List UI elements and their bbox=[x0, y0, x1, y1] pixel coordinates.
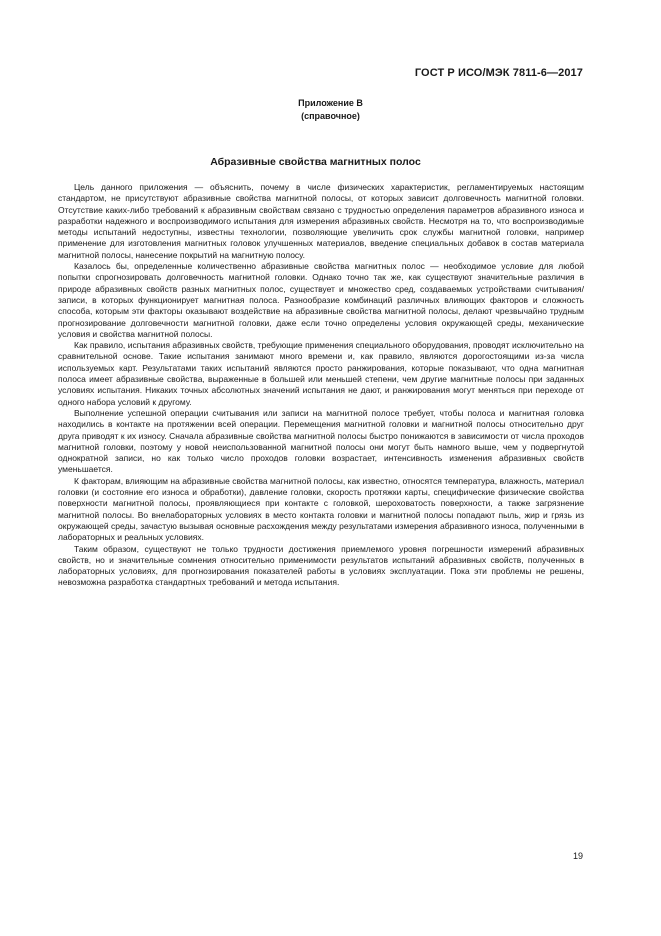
page-number: 19 bbox=[572, 851, 583, 861]
appendix-subtitle: (справочное) bbox=[301, 111, 360, 121]
paragraph: Казалось бы, определенные количественно абразивные свойства магнитных полос — необходимое условие для любой попытки спрогнозировать долговечность магнитной головки. Однако точно так же, как существуют значительные различия в природе абразивных свойств разных магнитных полос, существует и множество сред, создаваемых устройствами считывания/записи, в которых функционирует магнитная полоса. Разнообразие комбинаций различных влияющих факторов и сложность способа, которым эти факторы оказывают воздействие на абразивные свойства магнитной полосы, делают чрезвычайно трудным прогнозирование долговечности магнитной головки, даже если точно определены условия окружающей среды, механические условия и свойства магнитной полосы. bbox=[58, 261, 584, 339]
standard-code-header: ГОСТ Р ИСО/МЭК 7811-6—2017 bbox=[414, 67, 583, 79]
section-title: Абразивные свойства магнитных полос bbox=[210, 156, 421, 168]
paragraph: Как правило, испытания абразивных свойств, требующие применения специального оборудования, проводят исключительно на сравнительной основе. Такие испытания занимают много времени и, как правило, являются дорогостоящими из-за числа используемых карт. Результатами таких испытаний являются просто ранжирования, которые показывают, что одна магнитная полоса имеет абразивные свойства, выраженные в большей или меньшей степени, чем другие магнитные полосы при заданных условиях испытания. Никаких точных абсолютных значений испытания не дают, и ранжирования могут меняться при переходе от одного набора условий к другому. bbox=[58, 340, 584, 407]
body-text bbox=[58, 182, 584, 589]
paragraph: Цель данного приложения — объяснить, почему в числе физических характеристик, регламентируемых настоящим стандартом, не присутствуют абразивные свойства магнитной полосы, от которых зависит долговечность магнитной головки. Отсутствие каких-либо требований к абразивным свойствам связано с трудностью определения параметров абразивного износа и разработки надежного и воспроизводимого испытания для измерения абразивных свойств. Несмотря на то, что воспроизводимые методы испытаний недоступны, известны технологии, позволяющие увеличить срок службы магнитной головки, например применение для изготовления магнитных головок улучшенных материалов, введение специальных добавок в состав материала магнитной полосы, нанесение покрытий на магнитную полосу. bbox=[58, 182, 584, 260]
appendix-title: Приложение В bbox=[298, 98, 363, 108]
paragraph: Выполнение успешной операции считывания или записи на магнитной полосе требует, чтобы полоса и магнитная головка находились в контакте на протяжении всей операции. Перемещения магнитной головки и магнитной полосы относительно друг друга приводят к их износу. Сначала абразивные свойства магнитной полосы быстро понижаются в зависимости от числа проходов магнитной головки, поэтому у новой неиспользованной магнитной полосы они могут быть намного выше, чем у подвергнутой однократной записи, но как только число проходов головки возрастает, интенсивность изменения абразивных свойств уменьшается. bbox=[58, 407, 584, 475]
paragraph: К факторам, влияющим на абразивные свойства магнитной полосы, как известно, относятся температура, влажность, материал головки (и состояние его износа и обработки), давление головки, скорость протяжки карты, специфические физические свойства поверхности магнитной полосы, проявляющиеся при контакте с головкой, шероховатость поверхности, а также загрязнение магнитной полосы. Во внелабораторных условиях в место контакта головки и магнитной полосы попадают пыль, жир и грязь из окружающей среды, зачастую вызывая основные расхождения между результатами измерения абразивного износа, полученными в лабораторных и реальных условиях. bbox=[58, 475, 584, 543]
paragraph: Таким образом, существуют не только трудности достижения приемлемого уровня погрешности измерений абразивных свойств, но и значительные сомнения относительно применимости результатов испытаний абразивных свойств, полученных в лабораторных условиях, для прогнозирования показателей работы в условиях эксплуатации. Пока эти проблемы не решены, невозможна разработка стандартных требований и метода испытания. bbox=[58, 543, 584, 588]
appendix-heading bbox=[0, 97, 661, 123]
